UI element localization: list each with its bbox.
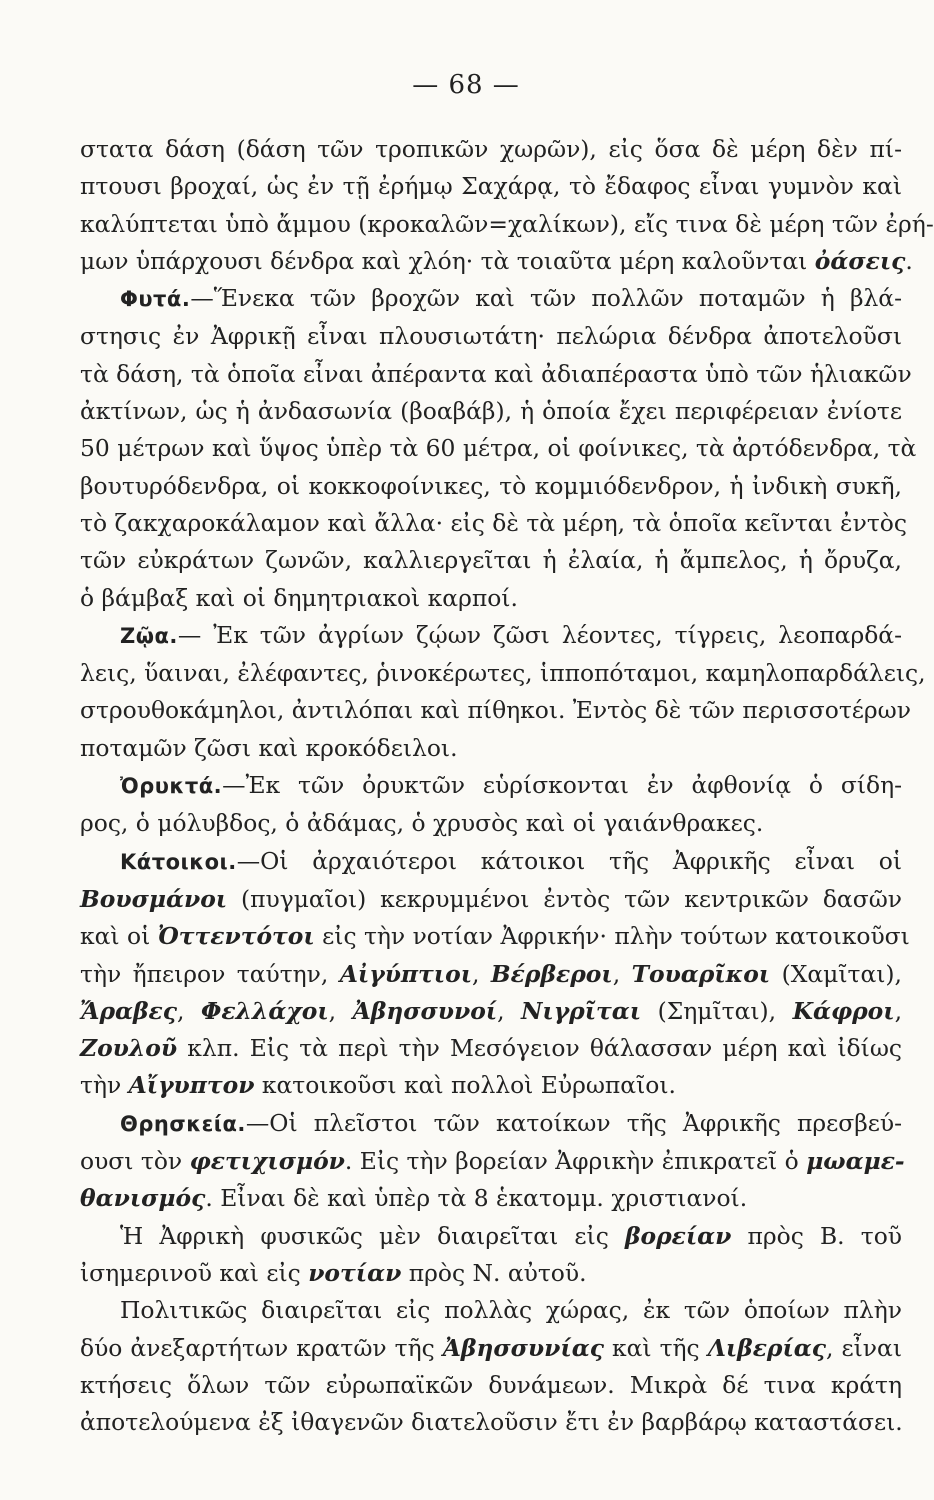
text-run: ουσι τὸν xyxy=(80,1147,190,1176)
text-run: τὴν ἤπειρον ταύτην, xyxy=(80,959,340,988)
text-line xyxy=(80,843,902,881)
text-run: , xyxy=(328,996,353,1025)
text-run: κατοικοῦσι καὶ πολλοὶ Εὐρωπαῖοι. xyxy=(254,1071,676,1100)
text-run: εἰς τὴν νοτίαν Ἀφρικήν· πλὴν τούτων κατοικοῦσι xyxy=(314,922,910,951)
paragraph xyxy=(80,843,910,1105)
text-run: κτήσεις ὅλων τῶν εὐρωπαϊκῶν δυνάμεων. Μικρὰ δέ τινα κράτη xyxy=(80,1370,902,1399)
section-heading: Κάτοικοι. xyxy=(120,849,237,874)
section-heading: Θρησκεία. xyxy=(120,1111,246,1136)
text-run: καὶ οἱ xyxy=(80,922,158,951)
text-line xyxy=(80,1404,902,1441)
text-line xyxy=(80,692,911,729)
section-heading: Φυτά. xyxy=(120,287,191,312)
text-line xyxy=(80,580,902,617)
text-run: βουτυρόδενδρα, οἱ κοκκοφοίνικες, τὸ κομμιόδενδρον, ἡ ἰνδικὴ συκῆ, xyxy=(80,471,902,500)
paragraph xyxy=(80,131,934,280)
text-run: , xyxy=(472,959,491,988)
text-run: ὁ βάμβαξ καὶ οἱ δημητριακοὶ καρποί. xyxy=(80,583,518,612)
paragraph xyxy=(80,280,917,617)
text-line xyxy=(80,505,907,542)
text-line xyxy=(80,393,902,430)
text-run: (Σημῖται), xyxy=(641,996,793,1025)
text-line xyxy=(80,655,926,692)
text-line xyxy=(80,881,902,918)
paragraph xyxy=(80,1105,905,1218)
text-run: 50 μέτρων καὶ ὕψος ὑπὲρ τὰ 60 μέτρα, οἱ φοίνικες, τὰ ἀρτόδενδρα, τὰ xyxy=(80,434,917,463)
emphasis-term: βορείαν xyxy=(624,1221,732,1250)
text-run: . xyxy=(905,246,913,275)
text-run: , εἶναι xyxy=(826,1333,902,1362)
section-heading: Ὀρυκτά. xyxy=(120,774,223,799)
text-line xyxy=(80,1218,902,1255)
text-run: . Εἶναι δὲ καὶ ὑπὲρ τὰ 8 ἑκατομμ. χριστιανοί. xyxy=(205,1184,748,1213)
text-line xyxy=(80,1255,902,1292)
text-run: , xyxy=(497,996,522,1025)
text-line xyxy=(80,993,902,1030)
text-line xyxy=(80,542,902,579)
text-run: στρουθοκάμηλοι, ἀντιλόπαι καὶ πίθηκοι. Ἐντὸς δὲ τῶν περισσοτέρων xyxy=(80,696,911,725)
text-line xyxy=(80,1067,902,1104)
text-line xyxy=(80,1143,905,1180)
text-line xyxy=(80,956,902,993)
text-line xyxy=(80,168,902,205)
emphasis-term: Βουσμάνοι xyxy=(80,884,228,913)
text-run: , xyxy=(177,996,201,1025)
emphasis-term: φετιχισμόν xyxy=(189,1147,345,1176)
text-line xyxy=(80,1180,902,1217)
text-line xyxy=(80,805,902,842)
paragraph xyxy=(80,1218,902,1293)
text-line xyxy=(80,468,902,505)
text-run: , xyxy=(612,959,632,988)
emphasis-term: Βέρβεροι xyxy=(490,959,613,988)
emphasis-term: Κάφροι xyxy=(792,996,895,1025)
text-line xyxy=(80,430,917,467)
text-line xyxy=(80,356,912,393)
text-line xyxy=(80,280,902,318)
text-run: , xyxy=(894,996,903,1025)
emphasis-term: μωαμε- xyxy=(806,1147,905,1176)
paragraph xyxy=(80,767,902,843)
paragraph xyxy=(80,617,926,767)
text-line xyxy=(80,767,902,805)
text-line xyxy=(80,1292,902,1329)
text-run: —Οἱ ἀρχαιότεροι κάτοικοι τῆς Ἀφρικῆς εἶναι οἱ xyxy=(236,846,902,875)
emphasis-term: Ὀττεντότοι xyxy=(157,922,315,951)
text-run: —Ἕνεκα τῶν βροχῶν καὶ τῶν πολλῶν ποταμῶν ἡ βλά- xyxy=(190,284,902,313)
text-run: κλπ. Εἰς τὰ περὶ τὴν Μεσόγειον θάλασσαν μέρη καὶ ἰδίως xyxy=(177,1034,902,1063)
text-run: πρὸς Β. τοῦ xyxy=(731,1221,902,1250)
text-run: Πολιτικῶς διαιρεῖται εἰς πολλὰς χώρας, ἐκ τῶν ὁποίων πλὴν xyxy=(120,1296,902,1325)
text-run: καλύπτεται ὑπὸ ἄμμου (κροκαλῶν=χαλίκων), εἴς τινα δὲ μέρη τῶν ἐρή- xyxy=(80,209,934,238)
text-line xyxy=(80,1367,902,1404)
text-line xyxy=(80,918,910,955)
section-heading: Ζῷα. xyxy=(120,623,178,648)
emphasis-term: Ἀβησσυνίας xyxy=(442,1333,604,1362)
text-run: λεις, ὕαιναι, ἐλέφαντες, ῥινοκέρωτες, ἱπποπόταμοι, καμηλοπαρδάλεις, xyxy=(80,659,926,688)
text-run: τὸ ζακχαροκάλαμον καὶ ἄλλα· εἰς δὲ τὰ μέρη, τὰ ὁποῖα κεῖνται ἐντὸς xyxy=(80,508,907,537)
text-line xyxy=(80,730,902,767)
text-run: τὰ δάση, τὰ ὁποῖα εἶναι ἀπέραντα καὶ ἀδιαπέραστα ὑπὸ τῶν ἡλιακῶν xyxy=(80,359,912,388)
text-line xyxy=(80,617,902,655)
emphasis-term: Τουαρῖκοι xyxy=(631,959,771,988)
text-run: τὴν xyxy=(80,1071,129,1100)
page-number: — 68 — xyxy=(412,70,520,100)
text-run: πρὸς Ν. αὐτοῦ. xyxy=(401,1258,587,1287)
text-run: τῶν εὐκράτων ζωνῶν, καλλιεργεῖται ἡ ἐλαία, ἡ ἄμπελος, ἡ ὄρυζα, xyxy=(80,546,902,575)
text-line xyxy=(80,1030,902,1067)
text-run: καὶ τῆς xyxy=(603,1333,708,1362)
emphasis-term: Ἀβησσυνοί xyxy=(352,996,498,1025)
emphasis-term: Ζουλοῦ xyxy=(80,1034,178,1063)
emphasis-term: Λιβερίας xyxy=(707,1333,827,1362)
text-run: —Οἱ πλεῖστοι τῶν κατοίκων τῆς Ἀφρικῆς πρεσβεύ- xyxy=(245,1108,902,1137)
text-run: ἰσημερινοῦ καὶ εἰς xyxy=(80,1258,309,1287)
text-run: στατα δάση (δάση τῶν τροπικῶν χωρῶν), εἰς ὅσα δὲ μέρη δὲν πί- xyxy=(80,135,902,163)
text-line xyxy=(80,131,902,168)
text-run: (Χαμῖται), xyxy=(770,959,902,988)
text-run: μων ὑπάρχουσι δένδρα καὶ χλόη· τὰ τοιαῦτα μέρη καλοῦνται xyxy=(80,246,815,275)
text-run: . Εἰς τὴν βορείαν Ἀφρικὴν ἐπικρατεῖ ὁ xyxy=(344,1147,807,1176)
emphasis-term: θανισμός xyxy=(80,1184,206,1213)
text-line xyxy=(80,1330,902,1367)
emphasis-term: Φελλάχοι xyxy=(200,996,329,1025)
text-run: ἀποτελούμενα ἐξ ἰθαγενῶν διατελοῦσιν ἔτι ἐν βαρβάρῳ καταστάσει. xyxy=(80,1408,903,1437)
text-line xyxy=(80,243,913,280)
paragraph xyxy=(80,1292,902,1441)
text-run: ποταμῶν ζῶσι καὶ κροκόδειλοι. xyxy=(80,733,458,762)
emphasis-term: Αἴγυπτον xyxy=(128,1071,255,1100)
text-line xyxy=(80,206,934,243)
emphasis-term: ὀάσεις xyxy=(814,246,906,275)
text-run: πτουσι βροχαί, ὡς ἐν τῇ ἐρήμῳ Σαχάρᾳ, τὸ ἔδαφος εἶναι γυμνὸν καὶ xyxy=(80,172,902,201)
text-run: στησις ἐν Ἀφρικῇ εἶναι πλουσιωτάτη· πελώρια δένδρα ἀποτελοῦσι xyxy=(80,322,902,351)
text-run: (πυγμαῖοι) κεκρυμμένοι ἐντὸς τῶν κεντρικῶν δασῶν xyxy=(227,884,902,913)
text-line xyxy=(80,1105,902,1143)
emphasis-term: νοτίαν xyxy=(308,1258,402,1287)
emphasis-term: Νιγρῖται xyxy=(521,996,642,1025)
text-run: ρος, ὁ μόλυβδος, ὁ ἀδάμας, ὁ χρυσὸς καὶ οἱ γαιάνθρακες. xyxy=(80,809,764,838)
emphasis-term: Αἰγύπτιοι xyxy=(339,959,473,988)
text-run: Ἡ Ἀφρικὴ φυσικῶς μὲν διαιρεῖται εἰς xyxy=(120,1221,625,1250)
text-run: — Ἐκ τῶν ἀγρίων ζῴων ζῶσι λέοντες, τίγρεις, λεοπαρδά- xyxy=(177,620,902,649)
text-run: δύο ἀνεξαρτήτων κρατῶν τῆς xyxy=(80,1333,443,1362)
text-run: ἀκτίνων, ὡς ἡ ἀνδασωνία (βοαβάβ), ἡ ὁποία ἔχει περιφέρειαν ἐνίοτε xyxy=(80,397,902,426)
text-line xyxy=(80,318,902,355)
emphasis-term: Ἄραβες xyxy=(80,996,178,1025)
text-run: —Ἐκ τῶν ὀρυκτῶν εὑρίσκονται ἐν ἀφθονίᾳ ὁ σίδη- xyxy=(222,771,902,800)
page-text xyxy=(80,131,934,1441)
